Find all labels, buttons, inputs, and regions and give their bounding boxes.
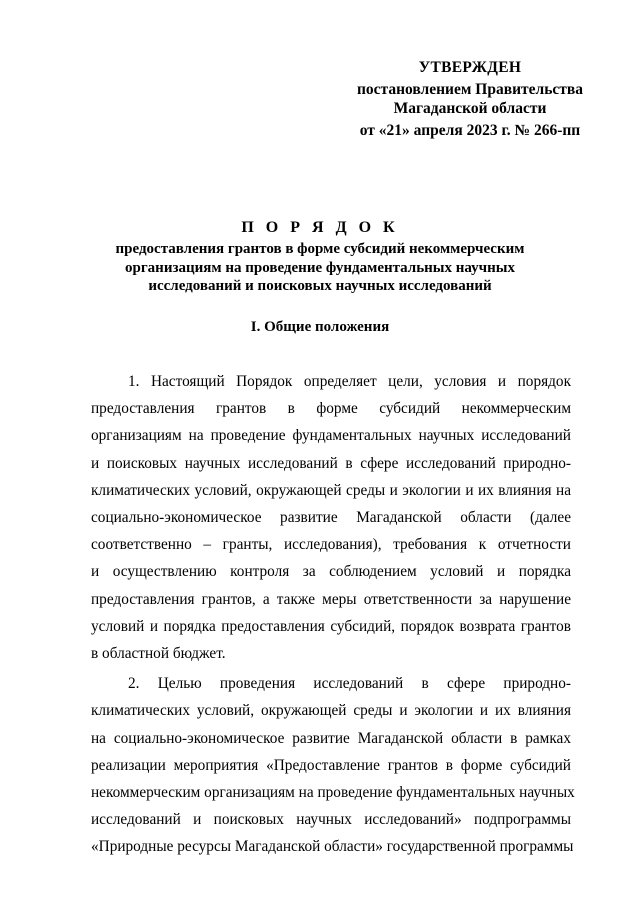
paragraph-2-line: исследований и поисковых научных исследований» подпрограммы [91,811,571,829]
paragraph-1-line: климатических условий, окружающей среды и экологии и их влияния на [91,481,571,499]
paragraph-2-line: 2. Целью проведения исследований в сфере природно- [128,675,571,693]
paragraph-2-line: некоммерческим организациям на проведение фундаментальных научных [91,784,575,802]
paragraph-1-line: и осуществлению контроля за соблюдением условий и порядка [91,563,571,581]
section-heading: I. Общие положения [250,319,390,335]
paragraph-2-line: реализации мероприятия «Предоставление грантов в форме субсидий [91,756,571,774]
subtitle-line-1: предоставления грантов в форме субсидий некоммерческим [115,241,525,257]
approval-block [340,58,600,140]
subtitle-line-2: организациям на проведение фундаментальных научных [125,259,515,276]
paragraph-1-line: предоставления грантов, а также меры ответственности за нарушение [91,590,571,608]
document-subtitle [95,240,545,296]
paragraph-1 [91,368,571,667]
paragraph-1-line: организациям на проведение фундаментальных научных исследований [91,427,571,445]
paragraph-1-line: предоставления грантов в форме субсидий некоммерческим [91,400,571,418]
paragraph-2-line: на социально-экономическое развитие Магаданской области в рамках [91,729,571,747]
paragraph-2-line: «Природные ресурсы Магаданской области» государственной программы [91,838,574,856]
body-text [91,368,575,861]
paragraph-2-line: климатических условий, окружающей среды и экологии и их влияния [91,702,571,720]
approval-line-2: Магаданской области [393,100,547,117]
subtitle-line-3: исследований и поисковых научных исследований [148,278,492,294]
paragraph-2 [91,670,575,860]
approval-stamp: УТВЕРЖДЕН [418,59,522,76]
paragraph-1-line: социально-экономическое развитие Магаданской области (далее [91,509,571,527]
paragraph-1-line: в областной бюджет. [91,645,226,663]
paragraph-1-line: 1. Настоящий Порядок определяет цели, условия и порядок [128,373,571,390]
paragraph-1-line: условий и порядка предоставления субсидий, порядок возврата грантов [91,617,571,635]
approval-line-1: постановлением Правительства [356,81,584,98]
paragraph-1-line: соответственно – гранты, исследования), требования к отчетности [91,536,571,554]
approval-date-line: от «21» апреля 2023 г. № 266-пп [359,122,581,139]
document-title: П О Р Я Д О К [241,219,399,236]
paragraph-1-line: и поисковых научных исследований в сфере исследований природно- [91,454,571,472]
